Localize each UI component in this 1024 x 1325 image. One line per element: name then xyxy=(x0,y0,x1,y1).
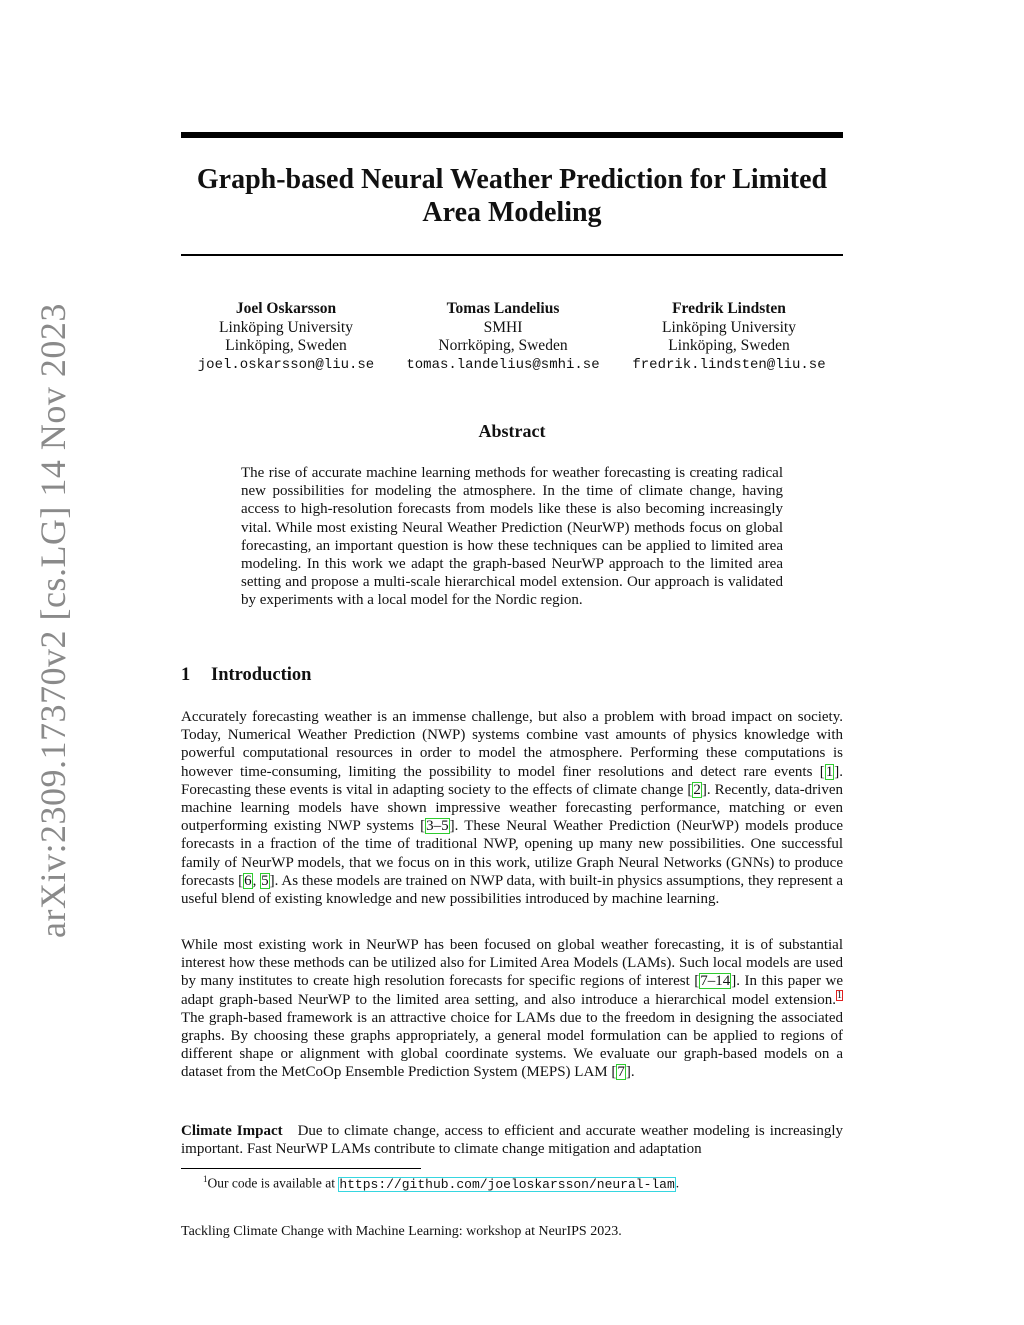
author-affiliation: Linköping University xyxy=(219,318,353,336)
author-location: Norrköping, Sweden xyxy=(438,337,568,354)
citation-link[interactable]: 7 xyxy=(617,1064,625,1081)
citation-link[interactable]: 7–14 xyxy=(700,973,731,990)
section-number: 1 xyxy=(181,665,191,685)
citation-link[interactable]: 2 xyxy=(693,781,701,798)
author-1 xyxy=(193,300,379,374)
climate-impact-heading: Climate Impact xyxy=(181,1123,283,1139)
section-heading xyxy=(181,665,311,686)
intro-paragraph-1: Accurately forecasting weather is an immense challenge, but also a problem with broad impact on society. Today, Numerical Weather Prediction (NWP) systems combine vast amounts of physics knowledge with powerful computational resources in order to model the atmosphere. Performing these computations is however time-consuming, limiting the possibility to model finer resolutions and detect rare events [1]. Forecasting these events is vital in adapting society to the effects of climate change [2]. Recently, data-driven machine learning models have shown impressive weather forecasting performance, matching or even outperforming existing NWP systems [3–5]. These Neural Weather Prediction (NeurWP) models produce forecasts in a fraction of the time of traditional NWP, opening up many new possibilities. One successful family of NeurWP models, that we focus on in this work, utilize Graph Neural Networks (GNNs) to produce forecasts [6, 5]. As these models are trained on NWP data, with built-in physics assumptions, they represent a useful blend of existing knowledge and new possibilities introduced by machine learning. xyxy=(181,709,844,908)
author-location: Linköping, Sweden xyxy=(668,337,790,354)
author-2 xyxy=(401,300,605,374)
footnote: $^1$Our code is available at https://github.com/joeloskarsson/neural-lam. xyxy=(203,1174,680,1192)
author-name: Fredrik Lindsten xyxy=(672,300,786,317)
author-location: Linköping, Sweden xyxy=(225,337,347,354)
footnote-rule xyxy=(181,1168,421,1169)
section-title: Introduction xyxy=(211,665,312,685)
intro-paragraph-2: While most existing work in NeurWP has been focused on global weather forecasting, it is of substantial interest how these methods can be utilized also for Limited Area Models (LAMs). Such local models are used by many institutes to create high resolution forecasts for specific regions of interest [7–14]. In this paper we adapt graph-based NeurWP to the limited area setting, and also introduce a hierarchical model extension.$^1$ The graph-based framework is an attractive choice for LAMs due to the freedom in designing the associated graphs. By choosing these graphs appropriately, a general model formulation can be applied to regions of different shape or alignment with global coordinate systems. We evaluate our graph-based models on a dataset from the MetCoOp Ensemble Prediction System (MEPS) LAM [7]. xyxy=(181,937,843,1081)
citation-link[interactable]: 3–5 xyxy=(426,818,449,835)
citation-link[interactable]: 5 xyxy=(261,872,269,889)
climate-impact-paragraph: Climate Impact Due to climate change, access to efficient and accurate weather modeling is increasingly important. Fast NeurWP LAMs contribute to climate change mitigation and adaptation xyxy=(181,1123,843,1158)
footnote-mark: 1 xyxy=(203,1174,208,1184)
footnote-marker[interactable]: 1 xyxy=(837,989,842,1001)
author-3 xyxy=(627,300,831,374)
arxiv-stamp: arXiv:2309.17370v2 [cs.LG] 14 Nov 2023 xyxy=(33,303,73,938)
venue-note: Tackling Climate Change with Machine Learning: workshop at NeurIPS 2023. xyxy=(181,1224,622,1239)
title-bottom-rule xyxy=(181,254,843,256)
author-name: Joel Oskarsson xyxy=(235,300,337,317)
author-email[interactable]: joel.oskarsson@liu.se xyxy=(197,356,375,373)
paper-title: Graph-based Neural Weather Prediction for Limited Area Modeling xyxy=(196,164,828,228)
author-name: Tomas Landelius xyxy=(446,300,560,317)
author-email[interactable]: tomas.landelius@smhi.se xyxy=(406,356,600,373)
title-top-rule xyxy=(181,132,843,138)
citation-link[interactable]: 1 xyxy=(825,763,834,780)
citation-link[interactable]: 6 xyxy=(244,872,252,889)
author-email[interactable]: fredrik.lindsten@liu.se xyxy=(632,356,826,373)
code-url-link[interactable]: https://github.com/joeloskarsson/neural-lam xyxy=(339,1176,675,1192)
author-affiliation: SMHI xyxy=(483,318,523,336)
abstract-text: The rise of accurate machine learning methods for weather forecasting is creating radical new possibilities for modeling the atmosphere. In the time of climate change, having access to high-resolution forecasts from models like these is also becoming increasingly vital. While most existing Neural Weather Prediction (NeurWP) methods focus on global forecasting, an important question is how these techniques can be applied to limited area modeling. In this work we adapt the graph-based NeurWP approach to the limited area setting and propose a multi-scale hierarchical model extension. Our approach is validated by experiments with a local model for the Nordic region. xyxy=(241,465,783,609)
abstract-heading: Abstract xyxy=(478,421,546,441)
author-affiliation: Linköping University xyxy=(662,318,796,336)
